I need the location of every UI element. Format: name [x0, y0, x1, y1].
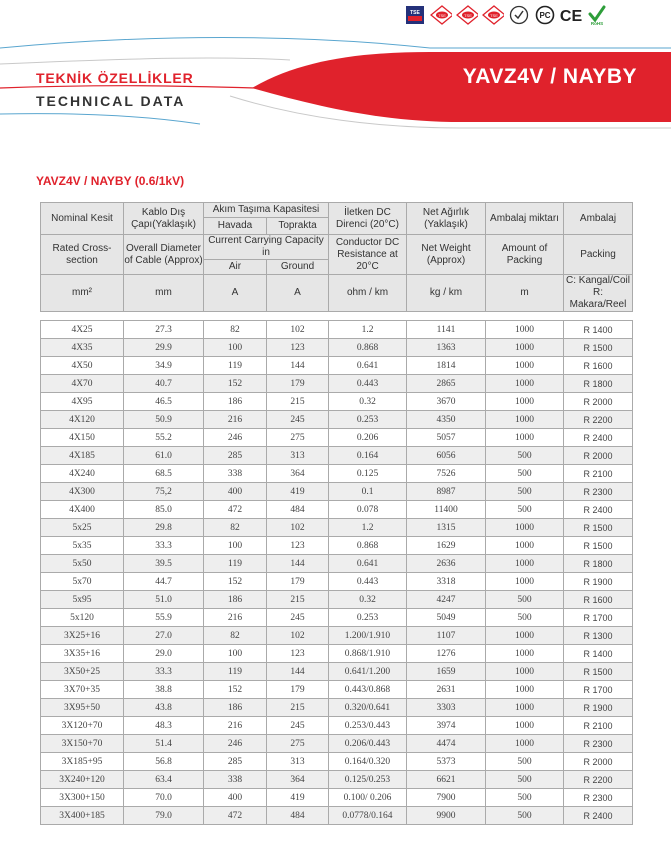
- subheader-air: Air: [204, 260, 267, 275]
- cell-diameter: 85.0: [124, 501, 204, 519]
- cell-diameter: 63.4: [124, 771, 204, 789]
- cell-air: 472: [204, 501, 267, 519]
- cell-packing-amount: 500: [486, 501, 564, 519]
- cell-section: 5x120: [41, 609, 124, 627]
- cell-diameter: 38.8: [124, 681, 204, 699]
- cell-ground: 215: [267, 699, 329, 717]
- cell-resistance: 0.641: [329, 555, 407, 573]
- unit-resistance: ohm / km: [329, 275, 407, 312]
- table-row: [41, 357, 633, 375]
- cell-resistance: 0.320/0.641: [329, 699, 407, 717]
- header-current: Akım Taşıma Kapasitesi: [204, 203, 329, 218]
- cell-packing-amount: 500: [486, 807, 564, 825]
- cell-packing: R 2100: [564, 717, 633, 735]
- subheader-ground: Ground: [267, 260, 329, 275]
- product-name-banner: YAVZ4V / NAYBY: [462, 65, 637, 88]
- cell-resistance: 0.253/0.443: [329, 717, 407, 735]
- header-weight: Net Ağırlık (Yaklaşık): [407, 203, 486, 235]
- table-row: [41, 627, 633, 645]
- cell-section: 4X50: [41, 357, 124, 375]
- cell-weight: 3670: [407, 393, 486, 411]
- table-row: [41, 735, 633, 753]
- cell-packing-amount: 500: [486, 447, 564, 465]
- cell-resistance: 0.078: [329, 501, 407, 519]
- cell-section: 3X400+185: [41, 807, 124, 825]
- cell-packing: R 2200: [564, 771, 633, 789]
- cell-weight: 7526: [407, 465, 486, 483]
- cell-ground: 313: [267, 753, 329, 771]
- cell-packing-amount: 1000: [486, 555, 564, 573]
- header-diameter: Kablo Dış Çapı(Yaklaşık): [124, 203, 204, 235]
- cell-ground: 179: [267, 375, 329, 393]
- subheader-packing: Packing: [564, 235, 633, 275]
- cell-air: 338: [204, 771, 267, 789]
- cell-ground: 484: [267, 501, 329, 519]
- cell-ground: 144: [267, 555, 329, 573]
- cell-packing-amount: 1000: [486, 645, 564, 663]
- cell-packing: R 1500: [564, 519, 633, 537]
- cell-weight: 4247: [407, 591, 486, 609]
- cell-packing-amount: 500: [486, 483, 564, 501]
- cell-weight: 1276: [407, 645, 486, 663]
- cell-weight: 9900: [407, 807, 486, 825]
- cell-ground: 123: [267, 339, 329, 357]
- cell-packing: R 1700: [564, 609, 633, 627]
- cell-diameter: 55.2: [124, 429, 204, 447]
- cell-diameter: 40.7: [124, 375, 204, 393]
- header-spacer: [41, 312, 633, 321]
- cell-packing-amount: 1000: [486, 321, 564, 339]
- svg-text:TSE: TSE: [410, 10, 420, 16]
- cell-diameter: 43.8: [124, 699, 204, 717]
- cell-weight: 1107: [407, 627, 486, 645]
- cell-ground: 123: [267, 645, 329, 663]
- cell-packing: R 2400: [564, 807, 633, 825]
- unit-packing-coil: C: Kangal/Coil: [566, 275, 630, 286]
- cell-ground: 484: [267, 807, 329, 825]
- cell-weight: 7900: [407, 789, 486, 807]
- cell-packing: R 1600: [564, 357, 633, 375]
- cell-packing-amount: 1000: [486, 393, 564, 411]
- cell-packing: R 1900: [564, 573, 633, 591]
- cell-resistance: 0.443/0.868: [329, 681, 407, 699]
- subheader-packing-amount: Amount of Packing: [486, 235, 564, 275]
- cell-packing: R 1800: [564, 555, 633, 573]
- cell-packing-amount: 1000: [486, 735, 564, 753]
- cell-diameter: 27.0: [124, 627, 204, 645]
- svg-text:PC: PC: [539, 11, 551, 20]
- cell-packing: R 2200: [564, 411, 633, 429]
- cell-packing-amount: 1000: [486, 357, 564, 375]
- cell-packing-amount: 500: [486, 753, 564, 771]
- subheader-current: Current Carrying Capacity in: [204, 235, 329, 260]
- cell-air: 82: [204, 321, 267, 339]
- cell-weight: 5049: [407, 609, 486, 627]
- cell-section: 3X70+35: [41, 681, 124, 699]
- cell-packing: R 1500: [564, 663, 633, 681]
- cell-section: 3X35+16: [41, 645, 124, 663]
- header-havada: Havada: [204, 218, 267, 235]
- cell-weight: 5057: [407, 429, 486, 447]
- cell-diameter: 70.0: [124, 789, 204, 807]
- table-row: [41, 465, 633, 483]
- cell-resistance: 0.0778/0.164: [329, 807, 407, 825]
- cell-weight: 8987: [407, 483, 486, 501]
- cell-ground: 419: [267, 483, 329, 501]
- cell-packing: R 1500: [564, 339, 633, 357]
- cell-air: 152: [204, 681, 267, 699]
- cell-resistance: 0.253: [329, 609, 407, 627]
- cell-packing-amount: 500: [486, 771, 564, 789]
- table-row: [41, 447, 633, 465]
- cell-air: 100: [204, 537, 267, 555]
- cell-ground: 275: [267, 735, 329, 753]
- cell-packing-amount: 500: [486, 591, 564, 609]
- unit-packing-reel: R: Makara/Reel: [569, 287, 627, 310]
- cell-packing-amount: 1000: [486, 519, 564, 537]
- cell-section: 3X25+16: [41, 627, 124, 645]
- cell-weight: 11400: [407, 501, 486, 519]
- cell-resistance: 0.1: [329, 483, 407, 501]
- cell-diameter: 51.0: [124, 591, 204, 609]
- cell-weight: 4350: [407, 411, 486, 429]
- table-row: [41, 717, 633, 735]
- cell-air: 400: [204, 483, 267, 501]
- header-resistance: İletken DC Direnci (20°C): [329, 203, 407, 235]
- section-title: YAVZ4V / NAYBY (0.6/1kV): [36, 174, 185, 188]
- cell-diameter: 48.3: [124, 717, 204, 735]
- cell-weight: 5373: [407, 753, 486, 771]
- cell-packing-amount: 500: [486, 789, 564, 807]
- table-body: [41, 321, 633, 825]
- cell-section: 3X120+70: [41, 717, 124, 735]
- table-row: [41, 807, 633, 825]
- cell-resistance: 0.206/0.443: [329, 735, 407, 753]
- cell-ground: 102: [267, 321, 329, 339]
- svg-text:TSE: TSE: [490, 13, 498, 18]
- cell-air: 100: [204, 645, 267, 663]
- cell-section: 5x35: [41, 537, 124, 555]
- cell-ground: 215: [267, 393, 329, 411]
- cell-diameter: 29.9: [124, 339, 204, 357]
- cell-section: 4X240: [41, 465, 124, 483]
- cell-section: 3X95+50: [41, 699, 124, 717]
- cell-packing-amount: 500: [486, 465, 564, 483]
- cell-section: 3X150+70: [41, 735, 124, 753]
- cell-air: 285: [204, 447, 267, 465]
- table-row: [41, 483, 633, 501]
- unit-air: A: [204, 275, 267, 312]
- cell-weight: 3974: [407, 717, 486, 735]
- cell-weight: 6621: [407, 771, 486, 789]
- unit-packing-amount: m: [486, 275, 564, 312]
- cell-diameter: 29.8: [124, 519, 204, 537]
- cell-section: 4X400: [41, 501, 124, 519]
- cell-ground: 144: [267, 357, 329, 375]
- unit-packing: [564, 275, 633, 312]
- cell-section: 5x50: [41, 555, 124, 573]
- unit-diameter: mm: [124, 275, 204, 312]
- cell-resistance: 0.32: [329, 591, 407, 609]
- cell-diameter: 39.5: [124, 555, 204, 573]
- cell-packing-amount: 1000: [486, 627, 564, 645]
- cell-packing: R 1700: [564, 681, 633, 699]
- cell-air: 186: [204, 393, 267, 411]
- header-ambalaj: Ambalaj: [564, 203, 633, 235]
- cell-diameter: 27.3: [124, 321, 204, 339]
- svg-text:TSE: TSE: [438, 13, 446, 18]
- cell-diameter: 68.5: [124, 465, 204, 483]
- cell-packing-amount: 1000: [486, 717, 564, 735]
- cell-air: 246: [204, 735, 267, 753]
- cell-packing: R 1300: [564, 627, 633, 645]
- cell-section: 5x70: [41, 573, 124, 591]
- cell-packing: R 1900: [564, 699, 633, 717]
- cell-section: 3X50+25: [41, 663, 124, 681]
- table-row: [41, 555, 633, 573]
- table-row: [41, 501, 633, 519]
- cell-packing-amount: 1000: [486, 429, 564, 447]
- cell-diameter: 61.0: [124, 447, 204, 465]
- cell-section: 4X150: [41, 429, 124, 447]
- cell-resistance: 1.2: [329, 321, 407, 339]
- table-row: [41, 321, 633, 339]
- table-row: [41, 699, 633, 717]
- cell-section: 5x95: [41, 591, 124, 609]
- cell-resistance: 1.2: [329, 519, 407, 537]
- table-row: [41, 591, 633, 609]
- cell-packing: R 1600: [564, 591, 633, 609]
- cell-air: 119: [204, 357, 267, 375]
- cell-packing: R 2000: [564, 393, 633, 411]
- cell-ground: 215: [267, 591, 329, 609]
- cell-weight: 3318: [407, 573, 486, 591]
- table-row: [41, 663, 633, 681]
- subheader-weight: Net Weight (Approx): [407, 235, 486, 275]
- technical-data-table: [40, 202, 633, 825]
- cell-air: 216: [204, 411, 267, 429]
- cell-diameter: 56.8: [124, 753, 204, 771]
- cell-ground: 364: [267, 465, 329, 483]
- cell-air: 186: [204, 699, 267, 717]
- cell-resistance: 0.868: [329, 537, 407, 555]
- cell-air: 152: [204, 375, 267, 393]
- cell-packing-amount: 500: [486, 609, 564, 627]
- table-row: [41, 771, 633, 789]
- cell-air: 338: [204, 465, 267, 483]
- cell-diameter: 79.0: [124, 807, 204, 825]
- cell-diameter: 44.7: [124, 573, 204, 591]
- cell-diameter: 51.4: [124, 735, 204, 753]
- cell-diameter: 34.9: [124, 357, 204, 375]
- cell-section: 4X185: [41, 447, 124, 465]
- cell-resistance: 0.253: [329, 411, 407, 429]
- cell-ground: 245: [267, 411, 329, 429]
- table-row: [41, 753, 633, 771]
- cell-resistance: 0.125: [329, 465, 407, 483]
- cell-ground: 313: [267, 447, 329, 465]
- cell-ground: 102: [267, 519, 329, 537]
- cell-air: 82: [204, 627, 267, 645]
- cell-air: 119: [204, 555, 267, 573]
- table-row: [41, 789, 633, 807]
- cell-diameter: 50.9: [124, 411, 204, 429]
- cell-weight: 1141: [407, 321, 486, 339]
- cell-diameter: 33.3: [124, 663, 204, 681]
- cell-section: 4X95: [41, 393, 124, 411]
- cell-packing-amount: 1000: [486, 699, 564, 717]
- cell-resistance: 1.200/1.910: [329, 627, 407, 645]
- cell-air: 400: [204, 789, 267, 807]
- cell-air: 152: [204, 573, 267, 591]
- cell-weight: 3303: [407, 699, 486, 717]
- cell-packing: R 1800: [564, 375, 633, 393]
- header-toprakta: Toprakta: [267, 218, 329, 235]
- cell-air: 82: [204, 519, 267, 537]
- table-row: [41, 411, 633, 429]
- cell-resistance: 0.443: [329, 573, 407, 591]
- cell-ground: 123: [267, 537, 329, 555]
- cell-section: 3X300+150: [41, 789, 124, 807]
- unit-nominal: mm²: [41, 275, 124, 312]
- cell-section: 4X120: [41, 411, 124, 429]
- cell-ground: 364: [267, 771, 329, 789]
- unit-weight: kg / km: [407, 275, 486, 312]
- cell-air: 472: [204, 807, 267, 825]
- cell-section: 4X25: [41, 321, 124, 339]
- cell-ground: 144: [267, 663, 329, 681]
- svg-text:TSE: TSE: [464, 13, 472, 18]
- cell-packing-amount: 1000: [486, 681, 564, 699]
- cell-resistance: 0.868: [329, 339, 407, 357]
- cell-resistance: 0.443: [329, 375, 407, 393]
- cell-air: 246: [204, 429, 267, 447]
- cell-packing: R 2000: [564, 753, 633, 771]
- cell-air: 216: [204, 717, 267, 735]
- page-title-english: TECHNICAL DATA: [36, 93, 186, 109]
- cell-packing: R 2400: [564, 429, 633, 447]
- subheader-diameter: Overall Diameter of Cable (Approx): [124, 235, 204, 275]
- cell-ground: 419: [267, 789, 329, 807]
- cell-air: 119: [204, 663, 267, 681]
- table-row: [41, 429, 633, 447]
- cell-resistance: 0.641: [329, 357, 407, 375]
- subheader-nominal: Rated Cross-section: [41, 235, 124, 275]
- cell-packing-amount: 1000: [486, 411, 564, 429]
- cell-packing-amount: 1000: [486, 375, 564, 393]
- table-row: [41, 519, 633, 537]
- cell-resistance: 0.32: [329, 393, 407, 411]
- cell-weight: 1315: [407, 519, 486, 537]
- cell-packing-amount: 1000: [486, 537, 564, 555]
- cell-weight: 2631: [407, 681, 486, 699]
- cell-air: 186: [204, 591, 267, 609]
- cell-section: 3X240+120: [41, 771, 124, 789]
- cell-ground: 179: [267, 681, 329, 699]
- cell-diameter: 46.5: [124, 393, 204, 411]
- cell-resistance: 0.868/1.910: [329, 645, 407, 663]
- cell-packing: R 2400: [564, 501, 633, 519]
- cell-air: 100: [204, 339, 267, 357]
- unit-ground: A: [267, 275, 329, 312]
- cell-packing: R 2000: [564, 447, 633, 465]
- cell-weight: 4474: [407, 735, 486, 753]
- cell-section: 3X185+95: [41, 753, 124, 771]
- cell-packing-amount: 1000: [486, 573, 564, 591]
- table-row: [41, 339, 633, 357]
- cell-resistance: 0.100/ 0.206: [329, 789, 407, 807]
- cell-packing: R 1500: [564, 537, 633, 555]
- cell-section: 4X70: [41, 375, 124, 393]
- table-row: [41, 573, 633, 591]
- table-row: [41, 537, 633, 555]
- header-nominal: Nominal Kesit: [41, 203, 124, 235]
- cell-packing-amount: 1000: [486, 339, 564, 357]
- cell-air: 285: [204, 753, 267, 771]
- page-title-turkish: TEKNİK ÖZELLİKLER: [36, 70, 194, 86]
- cell-ground: 179: [267, 573, 329, 591]
- cell-resistance: 0.641/1.200: [329, 663, 407, 681]
- table-row: [41, 645, 633, 663]
- cell-section: 4X35: [41, 339, 124, 357]
- cell-packing: R 2100: [564, 465, 633, 483]
- subheader-resistance: Conductor DC Resistance at 20°C: [329, 235, 407, 275]
- cell-resistance: 0.164/0.320: [329, 753, 407, 771]
- cell-weight: 2636: [407, 555, 486, 573]
- cell-diameter: 33.3: [124, 537, 204, 555]
- cell-diameter: 29.0: [124, 645, 204, 663]
- cell-section: 4X300: [41, 483, 124, 501]
- cell-weight: 1629: [407, 537, 486, 555]
- cell-ground: 275: [267, 429, 329, 447]
- cell-packing: R 2300: [564, 789, 633, 807]
- cell-resistance: 0.206: [329, 429, 407, 447]
- cell-weight: 6056: [407, 447, 486, 465]
- cell-packing: R 1400: [564, 321, 633, 339]
- svg-text:CE: CE: [560, 8, 582, 25]
- cell-diameter: 55.9: [124, 609, 204, 627]
- table-row: [41, 609, 633, 627]
- cell-weight: 1363: [407, 339, 486, 357]
- cell-packing-amount: 1000: [486, 663, 564, 681]
- cell-section: 5x25: [41, 519, 124, 537]
- cell-packing: R 2300: [564, 735, 633, 753]
- svg-text:RoHS: RoHS: [590, 21, 604, 26]
- cell-ground: 102: [267, 627, 329, 645]
- cell-packing: R 1400: [564, 645, 633, 663]
- cell-resistance: 0.125/0.253: [329, 771, 407, 789]
- cell-weight: 1659: [407, 663, 486, 681]
- cell-ground: 245: [267, 609, 329, 627]
- table-row: [41, 393, 633, 411]
- cell-resistance: 0.164: [329, 447, 407, 465]
- table-row: [41, 681, 633, 699]
- table-row: [41, 375, 633, 393]
- cell-weight: 2865: [407, 375, 486, 393]
- cell-diameter: 75,2: [124, 483, 204, 501]
- cell-air: 216: [204, 609, 267, 627]
- cell-ground: 245: [267, 717, 329, 735]
- cell-packing: R 2300: [564, 483, 633, 501]
- header-ambalaj-miktari: Ambalaj miktarı: [486, 203, 564, 235]
- cell-weight: 1814: [407, 357, 486, 375]
